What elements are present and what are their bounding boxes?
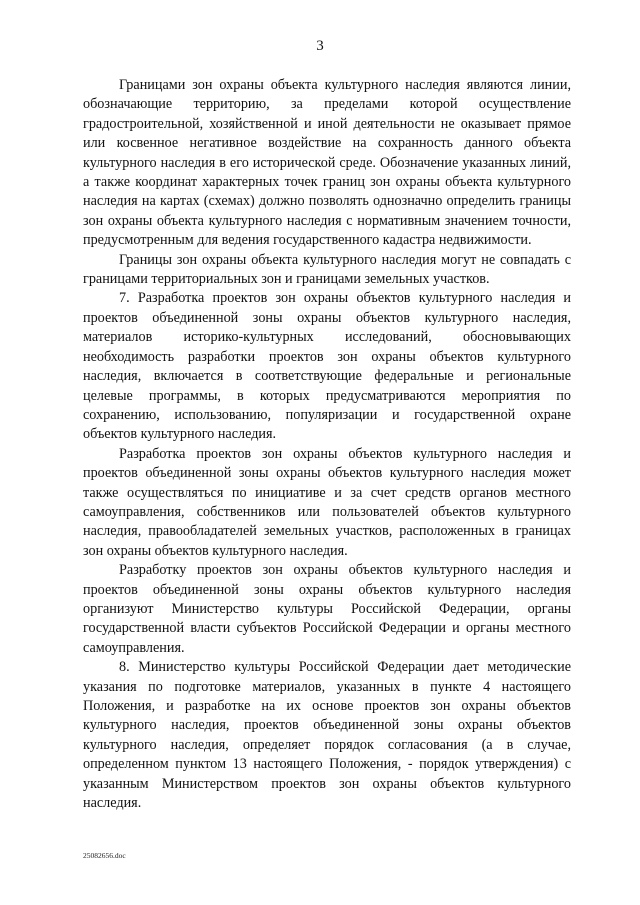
paragraph-item-8: 8. Министерство культуры Российской Федерации дает методические указания по подготовке материалов, указанных в пункте 4 настоящего Положения, и разработке на их основе проектов зон охраны объектов культурного наследия, проектов объединенной зоны охраны объектов культурного наследия, определяет порядок согласования (а в случае, определенном пунктом 13 настоящего Положения, - порядок утверждения) с указанным Министерством проектов зон охраны объектов культурного наследия. — [83, 659, 571, 812]
paragraph-development-initiative: Разработка проектов зон охраны объектов культурного наследия и проектов объединенной зоны охраны объектов культурного наследия может также осуществляться по инициативе и за счет средств органов местного самоуправления, собственников или пользователей объектов культурного наследия, правообладателей земельных участков, расположенных в границах зон охраны объектов культурного наследия. — [83, 445, 571, 559]
paragraph-item-7: 7. Разработка проектов зон охраны объектов культурного наследия и проектов объединенной зоны охраны объектов культурного наследия, материалов историко-культурных исследований, обосновывающих необходимость разработки проектов зон охраны объектов культурного наследия, включается в соответствующие федеральные и региональные целевые программы, в которых предусматриваются мероприятия по сохранению, использованию, популяризации и государственной охране объектов культурного наследия. — [83, 290, 571, 443]
paragraph-zone-boundaries-mismatch: Границы зон охраны объекта культурного наследия могут не совпадать с границами территориальных зон и границами земельных участков. — [83, 251, 571, 288]
page-number: 3 — [316, 38, 324, 54]
paragraph-development-organizers: Разработку проектов зон охраны объектов культурного наследия и проектов объединенной зоны охраны объектов культурного наследия организуют Министерство культуры Российской Федерации, органы государственной власти субъектов Российской Федерации и органы местного самоуправления. — [83, 562, 571, 656]
document-file-reference: 25082656.doc — [83, 851, 126, 860]
document-body — [83, 76, 571, 813]
paragraph-zone-boundaries-definition: Границами зон охраны объекта культурного наследия являются линии, обозначающие территорию, за пределами которой осуществление градостроительной, хозяйственной и иной деятельности не оказывает прямое или косвенное негативное воздействие на сохранность данного объекта культурного наследия в его исторической среде. Обозначение указанных линий, а также координат характерных точек границ зон охраны объекта культурного наследия на картах (схемах) должно позволять однозначно определить границы зон охраны объекта культурного наследия с нормативным значением точности, предусмотренным для ведения государственного кадастра недвижимости. — [83, 77, 571, 249]
